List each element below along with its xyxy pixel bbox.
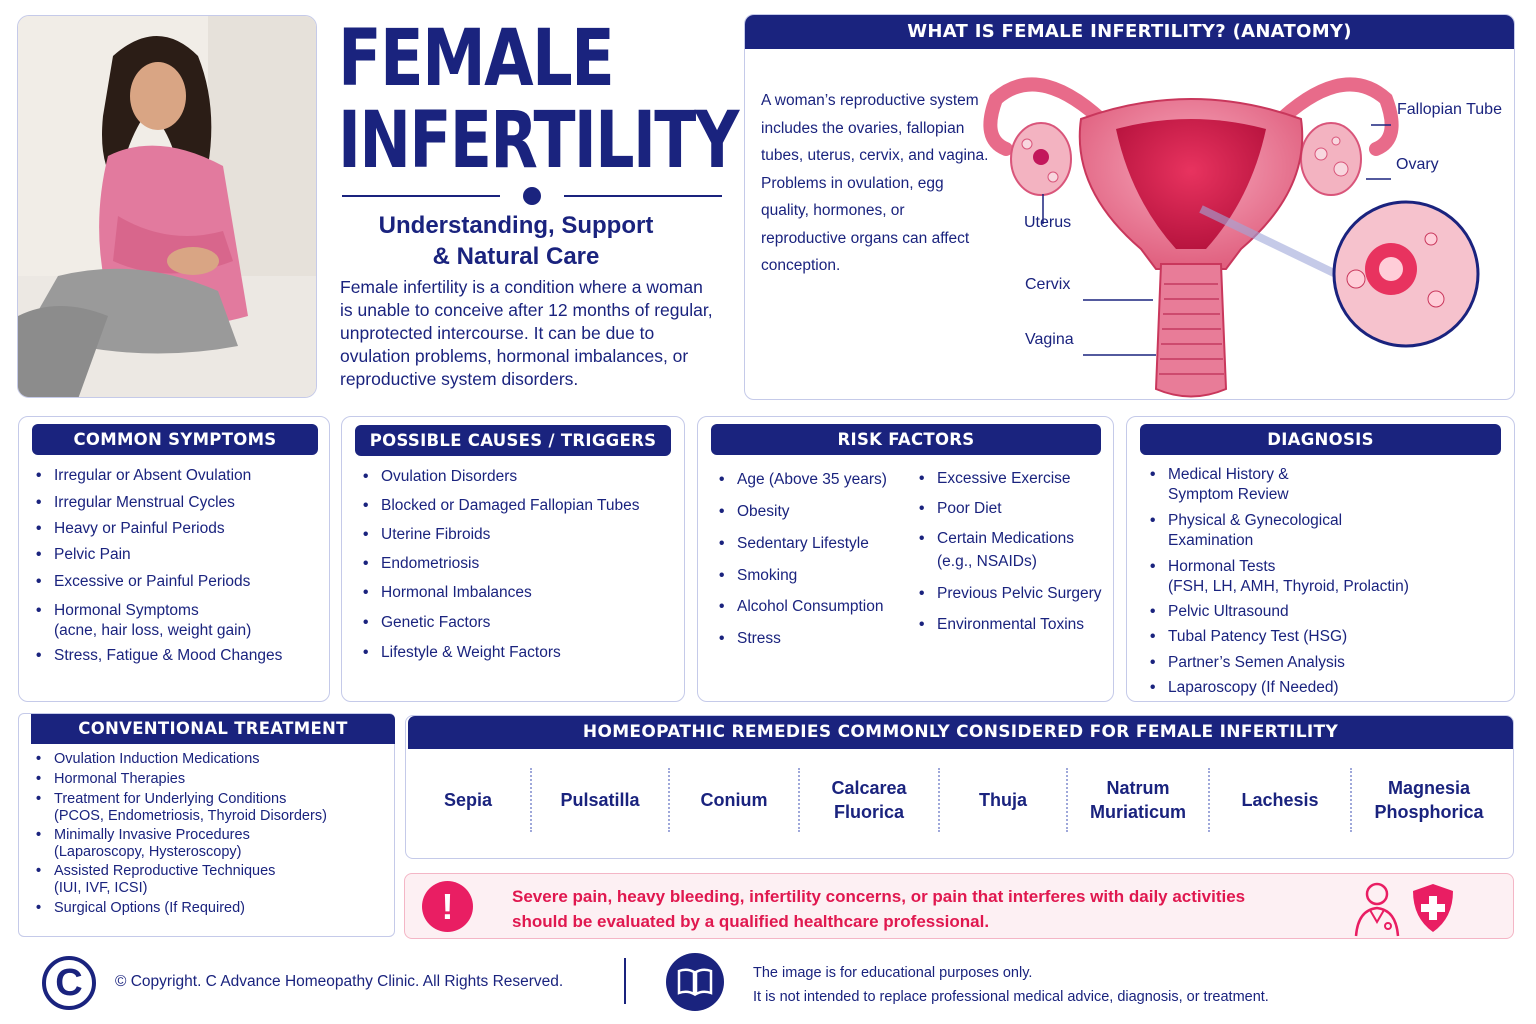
remedies-card [405, 715, 1514, 859]
anatomy-title: WHAT IS FEMALE INFERTILITY? (ANATOMY) [745, 15, 1514, 49]
list-item: • Poor Diet [915, 499, 1110, 519]
remedy-item: Magnesia Phosphorica [1374, 778, 1484, 822]
remedy-item: Conium [700, 790, 768, 810]
causes-title: POSSIBLE CAUSES / TRIGGERS [355, 425, 671, 456]
list-item: • Physical & Gynecological Examination [1146, 511, 1511, 551]
symptoms-title: COMMON SYMPTOMS [32, 424, 318, 455]
subtitle [340, 210, 692, 272]
list-item: • Pelvic Ultrasound [1146, 602, 1511, 622]
list-item: • Laparoscopy (If Needed) [1146, 678, 1511, 698]
warning-icon: ! [422, 881, 473, 932]
remedies-row [406, 768, 1513, 832]
list-item: • Previous Pelvic Surgery [915, 584, 1110, 604]
causes-list [359, 467, 679, 663]
list-item: • Stress, Fatigue & Mood Changes [32, 646, 322, 666]
title-line-2: INFERTILITY [338, 96, 738, 186]
list-item: • Surgical Options (If Required) [32, 900, 392, 917]
list-item: • Hormonal Symptoms (acne, hair loss, weight gain) [32, 601, 322, 641]
remedy-item: Calcarea Fluorica [831, 778, 907, 822]
woman-photo [17, 15, 317, 398]
copyright-text: © Copyright. C Advance Homeopathy Clinic. All Rights Reserved. [115, 973, 564, 990]
anatomy-text: A woman’s reproductive system includes the ovaries, fallopian tubes, uterus, cervix, and vagina. Problems in ovulation, egg quality, hormones, or reproductive organs can affect conception. [761, 92, 989, 274]
remedy-item: Sepia [443, 790, 493, 810]
list-item: • Partner’s Semen Analysis [1146, 653, 1511, 673]
shield-cross-icon [1410, 882, 1456, 934]
label-fallopian-tube: Fallopian Tube [1397, 101, 1502, 118]
list-item: • Ovulation Induction Medications [32, 751, 392, 768]
list-item: • Excessive Exercise [915, 469, 1110, 489]
list-item: • Ovulation Disorders [359, 467, 679, 487]
risks-title: RISK FACTORS [711, 424, 1101, 455]
diagnosis-card [1126, 416, 1515, 702]
list-item: • Assisted Reproductive Techniques (IUI, IVF, ICSI) [32, 863, 392, 897]
list-item: • Hormonal Tests (FSH, LH, AMH, Thyroid, Prolactin) [1146, 557, 1511, 597]
title-divider [342, 195, 722, 197]
anatomy-card [744, 14, 1515, 400]
warning-text: Severe pain, heavy bleeding, infertility concerns, or pain that interferes with daily activities should be evaluated by a qualified healthcare professional. [512, 887, 1246, 931]
intro-text: Female infertility is a condition where a woman is unable to conceive after 12 months of regular, unprotected intercourse. It can be due to ovulation problems, hormonal imbalances, or reproductive system disorders. [340, 277, 713, 389]
remedy-item: Thuja [979, 790, 1027, 810]
disclaimer: The image is for educational purposes only. It is not intended to replace professional medical advice, diagnosis, or treatment. [753, 965, 1269, 1005]
list-item: • Treatment for Underlying Conditions (PCOS, Endometriosis, Thyroid Disorders) [32, 791, 392, 825]
warning-banner [404, 873, 1514, 939]
symptoms-card [18, 416, 330, 702]
list-item: • Minimally Invasive Procedures (Laparoscopy, Hysteroscopy) [32, 827, 392, 861]
page-title [338, 14, 738, 186]
label-uterus: Uterus [1024, 214, 1072, 231]
list-item: • Tubal Patency Test (HSG) [1146, 627, 1511, 647]
list-item: • Blocked or Damaged Fallopian Tubes [359, 496, 679, 516]
remedies-title: HOMEOPATHIC REMEDIES COMMONLY CONSIDERED FOR FEMALE INFERTILITY [408, 716, 1513, 749]
causes-card [341, 416, 685, 702]
risks-card [697, 416, 1114, 702]
remedy-item: Lachesis [1241, 790, 1319, 810]
list-item: • Endometriosis [359, 554, 679, 574]
treatment-card [18, 713, 395, 937]
list-item: • Hormonal Imbalances [359, 583, 679, 603]
list-item: • Smoking [715, 566, 915, 586]
remedy-item: Natrum Muriaticum [1089, 778, 1186, 822]
list-item: • Obesity [715, 502, 915, 522]
list-item: • Irregular or Absent Ovulation [32, 466, 322, 486]
list-item: • Environmental Toxins [915, 615, 1110, 635]
list-item: • Pelvic Pain [32, 545, 322, 565]
treatment-list [32, 751, 392, 917]
list-item: • Uterine Fibroids [359, 525, 679, 545]
copyright-icon: C [42, 956, 96, 1010]
list-item: • Sedentary Lifestyle [715, 534, 915, 554]
list-item: • Certain Medications (e.g., NSAIDs) [915, 529, 1110, 572]
risks-list-2 [915, 469, 1110, 635]
label-vagina: Vagina [1025, 331, 1074, 348]
list-item: • Stress [715, 629, 915, 649]
subtitle-line-1: Understanding, Support [378, 212, 654, 239]
risks-list-1 [715, 470, 915, 649]
treatment-title: CONVENTIONAL TREATMENT [31, 714, 395, 744]
diagnosis-title: DIAGNOSIS [1140, 424, 1501, 455]
symptoms-list [32, 466, 322, 666]
list-item: • Excessive or Painful Periods [32, 572, 322, 592]
list-item: • Heavy or Painful Periods [32, 519, 322, 539]
footer-divider [624, 958, 626, 1004]
label-cervix: Cervix [1025, 276, 1071, 293]
list-item: • Irregular Menstrual Cycles [32, 493, 322, 513]
diagnosis-list [1146, 465, 1511, 698]
list-item: • Alcohol Consumption [715, 597, 915, 617]
doctor-icon [1348, 878, 1406, 938]
list-item: • Lifestyle & Weight Factors [359, 643, 679, 663]
label-ovary: Ovary [1396, 156, 1439, 173]
title-line-1: FEMALE [338, 14, 614, 104]
list-item: • Age (Above 35 years) [715, 470, 915, 490]
list-item: • Genetic Factors [359, 613, 679, 633]
subtitle-line-2: & Natural Care [432, 243, 600, 270]
list-item: • Hormonal Therapies [32, 771, 392, 788]
book-icon [666, 953, 724, 1011]
list-item: • Medical History & Symptom Review [1146, 465, 1511, 505]
remedy-item: Pulsatilla [560, 790, 640, 810]
